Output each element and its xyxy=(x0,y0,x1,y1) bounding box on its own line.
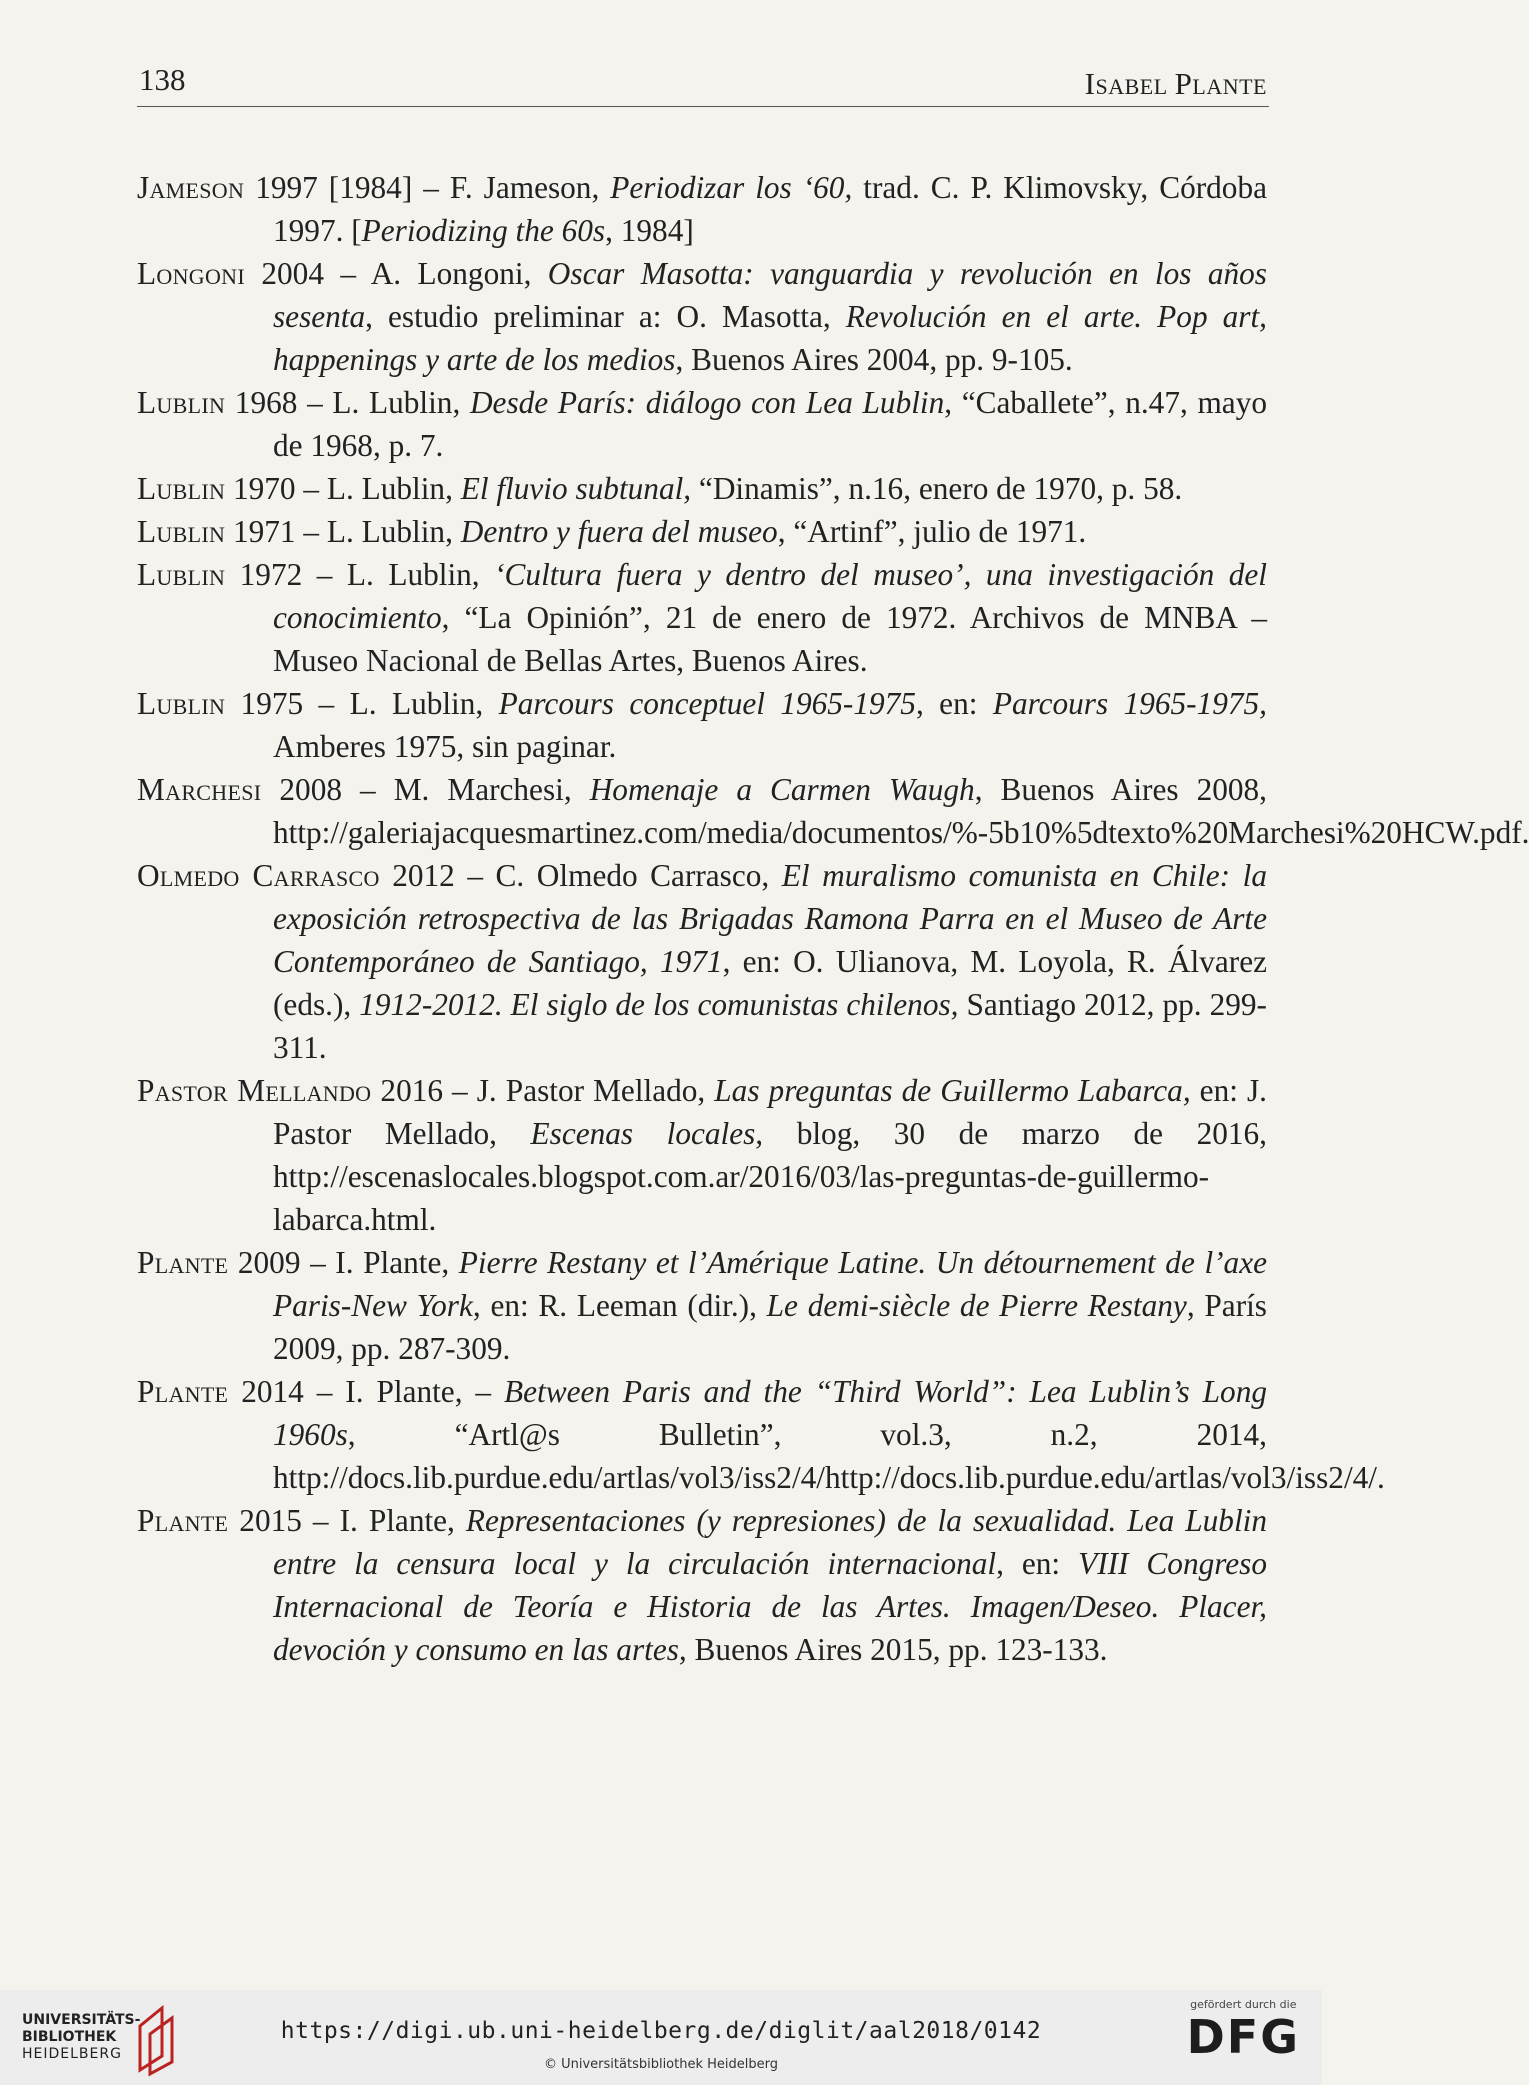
entry-title: Desde París: diálogo con Lea Lublin xyxy=(469,385,945,420)
entry-text: Santiago 2012, pp. 299-311. xyxy=(273,987,1267,1065)
permalink-url[interactable]: https://digi.ub.uni-heidelberg.de/diglit/aal2018/0142 xyxy=(280,2018,1042,2044)
entry-text: 1997 [1984] – F. Jameson, xyxy=(244,170,611,205)
entry-text: Buenos Aires 2015, pp. 123-133. xyxy=(686,1632,1108,1667)
entry-text: , en: R. Leeman (dir.), xyxy=(472,1288,767,1323)
entry-title: Revolución en el arte. Pop art, happenings y arte de los medios xyxy=(273,299,1267,377)
entry-text: trad. C. P. Klimovsky, Córdoba 1997. [ xyxy=(273,170,1267,248)
entry-text: , en: xyxy=(915,686,993,721)
entry-author: Olmedo Carrasco xyxy=(137,858,380,893)
bibliography-entry xyxy=(137,252,1267,381)
entry-title: Las preguntas de Guillermo Labarca, xyxy=(714,1073,1191,1108)
dfg-wordmark: DFG xyxy=(1186,2010,1300,2064)
entry-title: VIII Congreso Internacional de Teoría e Historia de las Artes. Imagen/Deseo. Placer, devoción y consumo en las artes, xyxy=(273,1546,1267,1667)
entry-text: 2008 – M. Marchesi, xyxy=(261,772,590,807)
entry-title: Periodizing the 60s xyxy=(361,213,606,248)
entry-title: 1912-2012. El siglo de los comunistas chilenos, xyxy=(359,987,959,1022)
entry-text: , París 2009, pp. 287-309. xyxy=(273,1288,1267,1366)
entry-text: , “Artl@s Bulletin”, vol.3, n.2, 2014, http://docs.lib.purdue.edu/artlas/vol3/iss2/4/http://docs.lib.purdue.edu/artlas/vol3/iss2/4/. xyxy=(273,1417,1385,1495)
entry-title: Escenas locales, xyxy=(530,1116,764,1151)
entry-text: 1972 – L. Lublin, xyxy=(225,557,495,592)
bibliography-entry xyxy=(137,1241,1267,1370)
entry-text: en: J. Pastor Mellado, xyxy=(273,1073,1267,1151)
copyright-notice: © Universitätsbibliothek Heidelberg xyxy=(543,2057,778,2072)
entry-title: Dentro y fuera del museo xyxy=(460,514,778,549)
entry-author: Lublin xyxy=(137,385,226,420)
entry-title: Between Paris and the “Third World”: Lea Lublin’s Long 1960s xyxy=(273,1374,1267,1452)
entry-text: 2016 – J. Pastor Mellado, xyxy=(371,1073,715,1108)
entry-title: Periodizar los ‘60, xyxy=(610,170,853,205)
bibliography-entry xyxy=(137,682,1267,768)
entry-text: , 1984] xyxy=(605,213,694,248)
bibliography-entry xyxy=(137,467,1267,510)
page-number: 138 xyxy=(139,62,186,97)
page-header xyxy=(137,62,1269,107)
bibliography-entry xyxy=(137,768,1529,854)
running-head-initial-2: P xyxy=(1174,66,1193,101)
entry-text: , “La Opinión”, 21 de enero de 1972. Archivos de MNBA – Museo Nacional de Bellas Artes, Buenos Aires. xyxy=(273,600,1267,678)
dfg-logo[interactable] xyxy=(1187,1998,1300,2063)
entry-text: 1968 – L. Lublin, xyxy=(225,385,470,420)
entry-text: Amberes 1975, sin paginar. xyxy=(273,729,617,764)
logo-line-1: UNIVERSITÄTS- xyxy=(22,2012,141,2028)
entry-author: Lublin xyxy=(137,514,226,549)
entry-title: Oscar Masotta: vanguardia y revolución en los años sesenta xyxy=(273,256,1267,334)
entry-text: , Buenos Aires 2004, pp. 9-105. xyxy=(675,342,1073,377)
entry-author: Lublin xyxy=(137,471,226,506)
bibliography-entry xyxy=(137,1069,1267,1241)
running-head-initial-1: I xyxy=(1084,66,1096,101)
logo-line-3: HEIDELBERG xyxy=(22,2046,122,2062)
entry-author: Longoni xyxy=(137,256,245,291)
entry-text: 2012 – C. Olmedo Carrasco, xyxy=(379,858,782,893)
entry-author: Plante xyxy=(137,1503,229,1538)
entry-text: , en: xyxy=(996,1546,1079,1581)
entry-text: , estudio preliminar a: O. Masotta, xyxy=(365,299,846,334)
entry-text: 1971 – L. Lublin, xyxy=(225,514,461,549)
entry-author: Plante xyxy=(137,1245,229,1280)
bibliography-entry xyxy=(137,381,1267,467)
entry-title: ‘Cultura fuera y dentro del museo’, una investigación del conocimiento xyxy=(273,557,1267,635)
logo-line-2: BIBLIOTHEK xyxy=(22,2029,117,2045)
entry-text: “Dinamis”, n.16, enero de 1970, p. 58. xyxy=(691,471,1183,506)
bibliography-entry xyxy=(137,166,1267,252)
entry-title: Pierre Restany et l’Amérique Latine. Un détournement de l’axe Paris-New York xyxy=(273,1245,1267,1323)
entry-text: 1975 – L. Lublin, xyxy=(225,686,499,721)
running-head-last: lante xyxy=(1192,66,1267,101)
bibliography-list xyxy=(137,166,1529,1671)
entry-text: 2015 – I. Plante, xyxy=(228,1503,466,1538)
bibliography-entry xyxy=(137,1499,1267,1671)
entry-author: Plante xyxy=(137,1374,229,1409)
entry-title: Parcours 1965-1975, xyxy=(992,686,1267,721)
entry-text: 2004 – A. Longoni, xyxy=(244,256,548,291)
entry-text: , “Artinf”, julio de 1971. xyxy=(777,514,1087,549)
entry-title: Representaciones (y represiones) de la sexualidad. Lea Lublin entre la censura local y la circulación internacional xyxy=(273,1503,1267,1581)
bibliography-entry xyxy=(137,510,1267,553)
bibliography-entry xyxy=(137,553,1267,682)
entry-text: 2014 – I. Plante, – xyxy=(228,1374,504,1409)
entry-title: El muralismo comunista en Chile: la exposición retrospectiva de las Brigadas Ramona Parra en el Museo de Arte Contemporáneo de Santiago, 1971 xyxy=(273,858,1267,979)
running-head xyxy=(1085,66,1267,102)
entry-text: , Buenos Aires 2008, http://galeriajacquesmartinez.com/media/documentos/%-5b10%5dtexto%20Marchesi%20HCW.pdf. xyxy=(273,772,1529,850)
footer-bar xyxy=(0,1990,1322,2085)
entry-title: Le demi-siècle de Pierre Restany xyxy=(766,1288,1187,1323)
entry-text: , “Caballete”, n.47, mayo de 1968, p. 7. xyxy=(273,385,1267,463)
running-head-first: sabel xyxy=(1095,66,1168,101)
entry-text: blog, 30 de marzo de 2016, http://escenaslocales.blogspot.com.ar/2016/03/las-preguntas-de-guillermo-labarca.html. xyxy=(273,1116,1268,1237)
entry-author: Pastor Mellando xyxy=(137,1073,372,1108)
entry-author: Marchesi xyxy=(137,772,262,807)
dfg-tagline: gefördert durch die xyxy=(1190,1998,1297,2011)
entry-author: Lublin xyxy=(137,557,226,592)
entry-text: 1970 – L. Lublin, xyxy=(225,471,461,506)
bibliography-entry xyxy=(137,1370,1385,1499)
bibliography-entry xyxy=(137,854,1267,1069)
entry-title: El fluvio subtunal, xyxy=(460,471,692,506)
entry-author: Jameson xyxy=(137,170,245,205)
entry-author: Lublin xyxy=(137,686,226,721)
entry-title: Parcours conceptuel 1965-1975 xyxy=(498,686,916,721)
entry-title: Homenaje a Carmen Waugh xyxy=(589,772,975,807)
entry-text: 2009 – I. Plante, xyxy=(228,1245,459,1280)
entry-text: , en: O. Ulianova, M. Loyola, R. Álvarez (eds.), xyxy=(273,944,1267,1022)
